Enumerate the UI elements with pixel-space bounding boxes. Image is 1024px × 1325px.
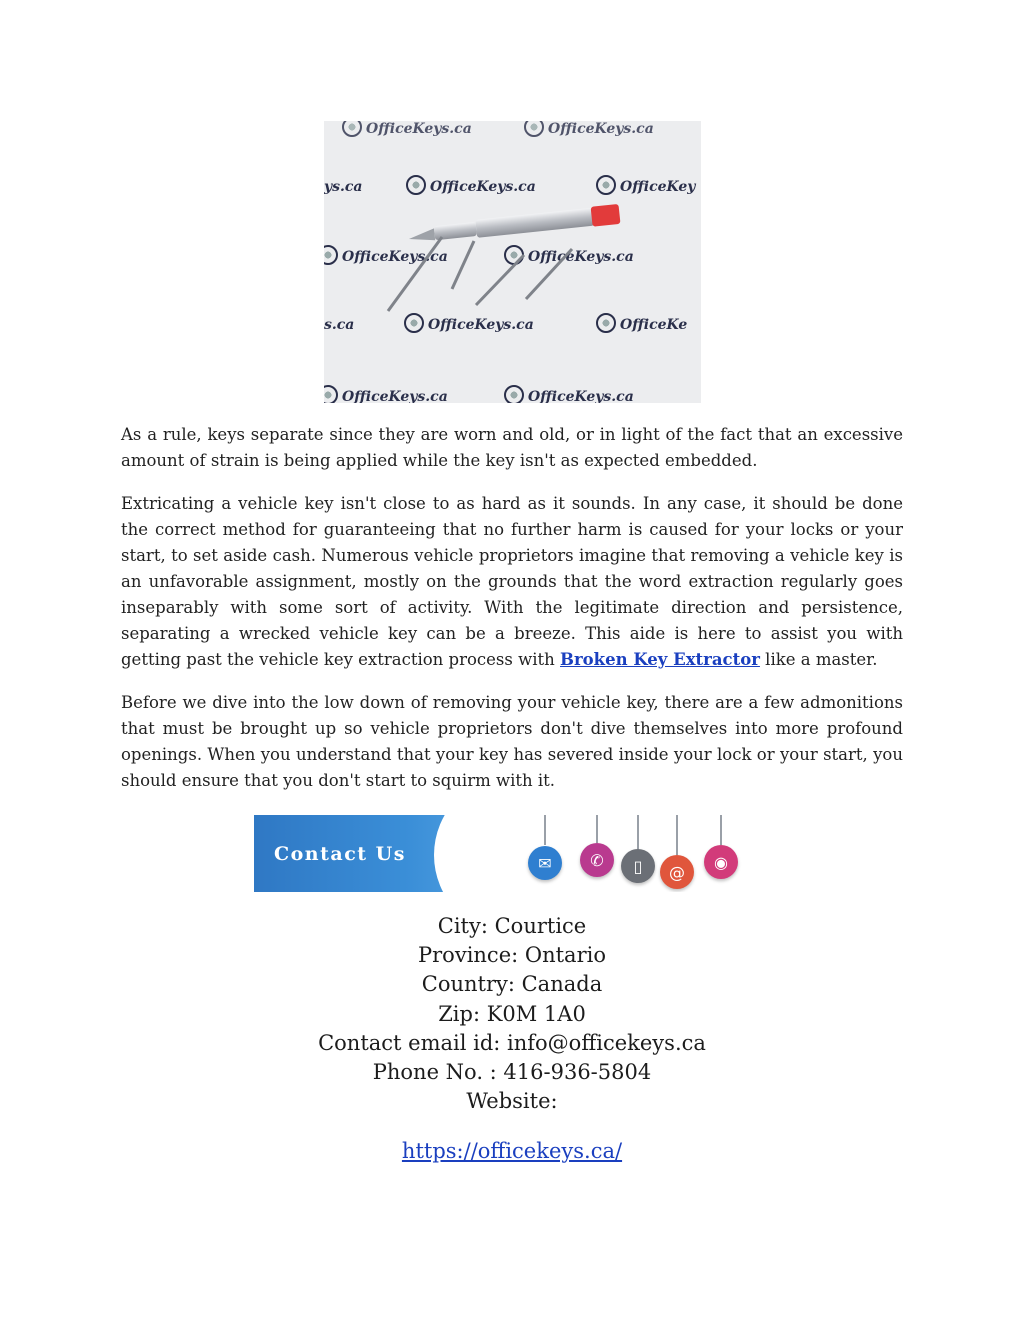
website-link-wrapper [0,1137,1024,1166]
watermark: OfficeKeys.ca [342,121,472,137]
address-block [0,912,1024,1116]
paragraph-3: Before we dive into the low down of removing your vehicle key, there are a few admonitions that must be brought up so vehicle proprietors don't dive themselves into more profound openings. When you understand that your key has severed inside your lock or your start, you should ensure that you don't start to squirm with it. [121,693,903,790]
banner-title: Contact Us [274,843,406,865]
key-extractor-tool [324,121,701,403]
article-body [121,422,903,811]
broken-key-extractor-link[interactable]: Broken Key Extractor [560,650,760,669]
website-label: Website: [466,1089,558,1114]
contact-us-banner [254,815,749,892]
mobile-icon: ▯ [621,849,655,883]
email-line: Contact email id: info@officekeys.ca [318,1030,706,1055]
watermark: OfficeKeys.ca [324,245,448,265]
watermark: OfficeKeys.ca [504,385,634,403]
watermark: OfficeKeys.ca [324,385,448,403]
location-pin-icon: ◉ [704,845,738,879]
phone-icon: ✆ [580,843,614,877]
zip-line: Zip: K0M 1A0 [438,1001,586,1026]
province-line: Province: Ontario [418,943,606,968]
watermark: OfficeKeys.ca [404,313,534,333]
watermark: ys.ca [324,179,363,195]
paragraph-1: As a rule, keys separate since they are worn and old, or in light of the fact that an excessive amount of strain is being applied while the key isn't as expected embedded. [121,425,903,470]
city-line: City: Courtice [437,914,587,938]
website-link[interactable]: https://officekeys.ca/ [401,1139,623,1163]
watermark: OfficeKeys.ca [504,245,634,265]
banner-curve [434,815,594,892]
watermark: OfficeKey [596,175,695,195]
paragraph-2: Extricating a vehicle key isn't close to as hard as it sounds. In any case, it should be done the correct method for guaranteeing that no further harm is caused for your locks or your start, to set aside cash. Numerous vehicle proprietors imagine that removing a vehicle key is an unfavorable assignment, mostly on the grounds that the word extraction regularly goes inseparably with some sort of activity. With the legitimate direction and persistence, separating a wrecked vehicle key can be a breeze. This aide is here to assist you with getting past the vehicle key extraction process with Broken Key Extractor like a master. [121,494,903,669]
watermark: s.ca [324,317,355,333]
watermark: OfficeKe [596,313,687,333]
product-photo [324,121,701,403]
email-icon: ✉ [528,846,562,880]
at-sign-icon: @ [660,855,694,889]
country-line: Country: Canada [421,972,603,997]
watermark: OfficeKeys.ca [524,121,654,137]
watermark: OfficeKeys.ca [406,175,536,195]
phone-line: Phone No. : 416-936-5804 [372,1060,652,1085]
